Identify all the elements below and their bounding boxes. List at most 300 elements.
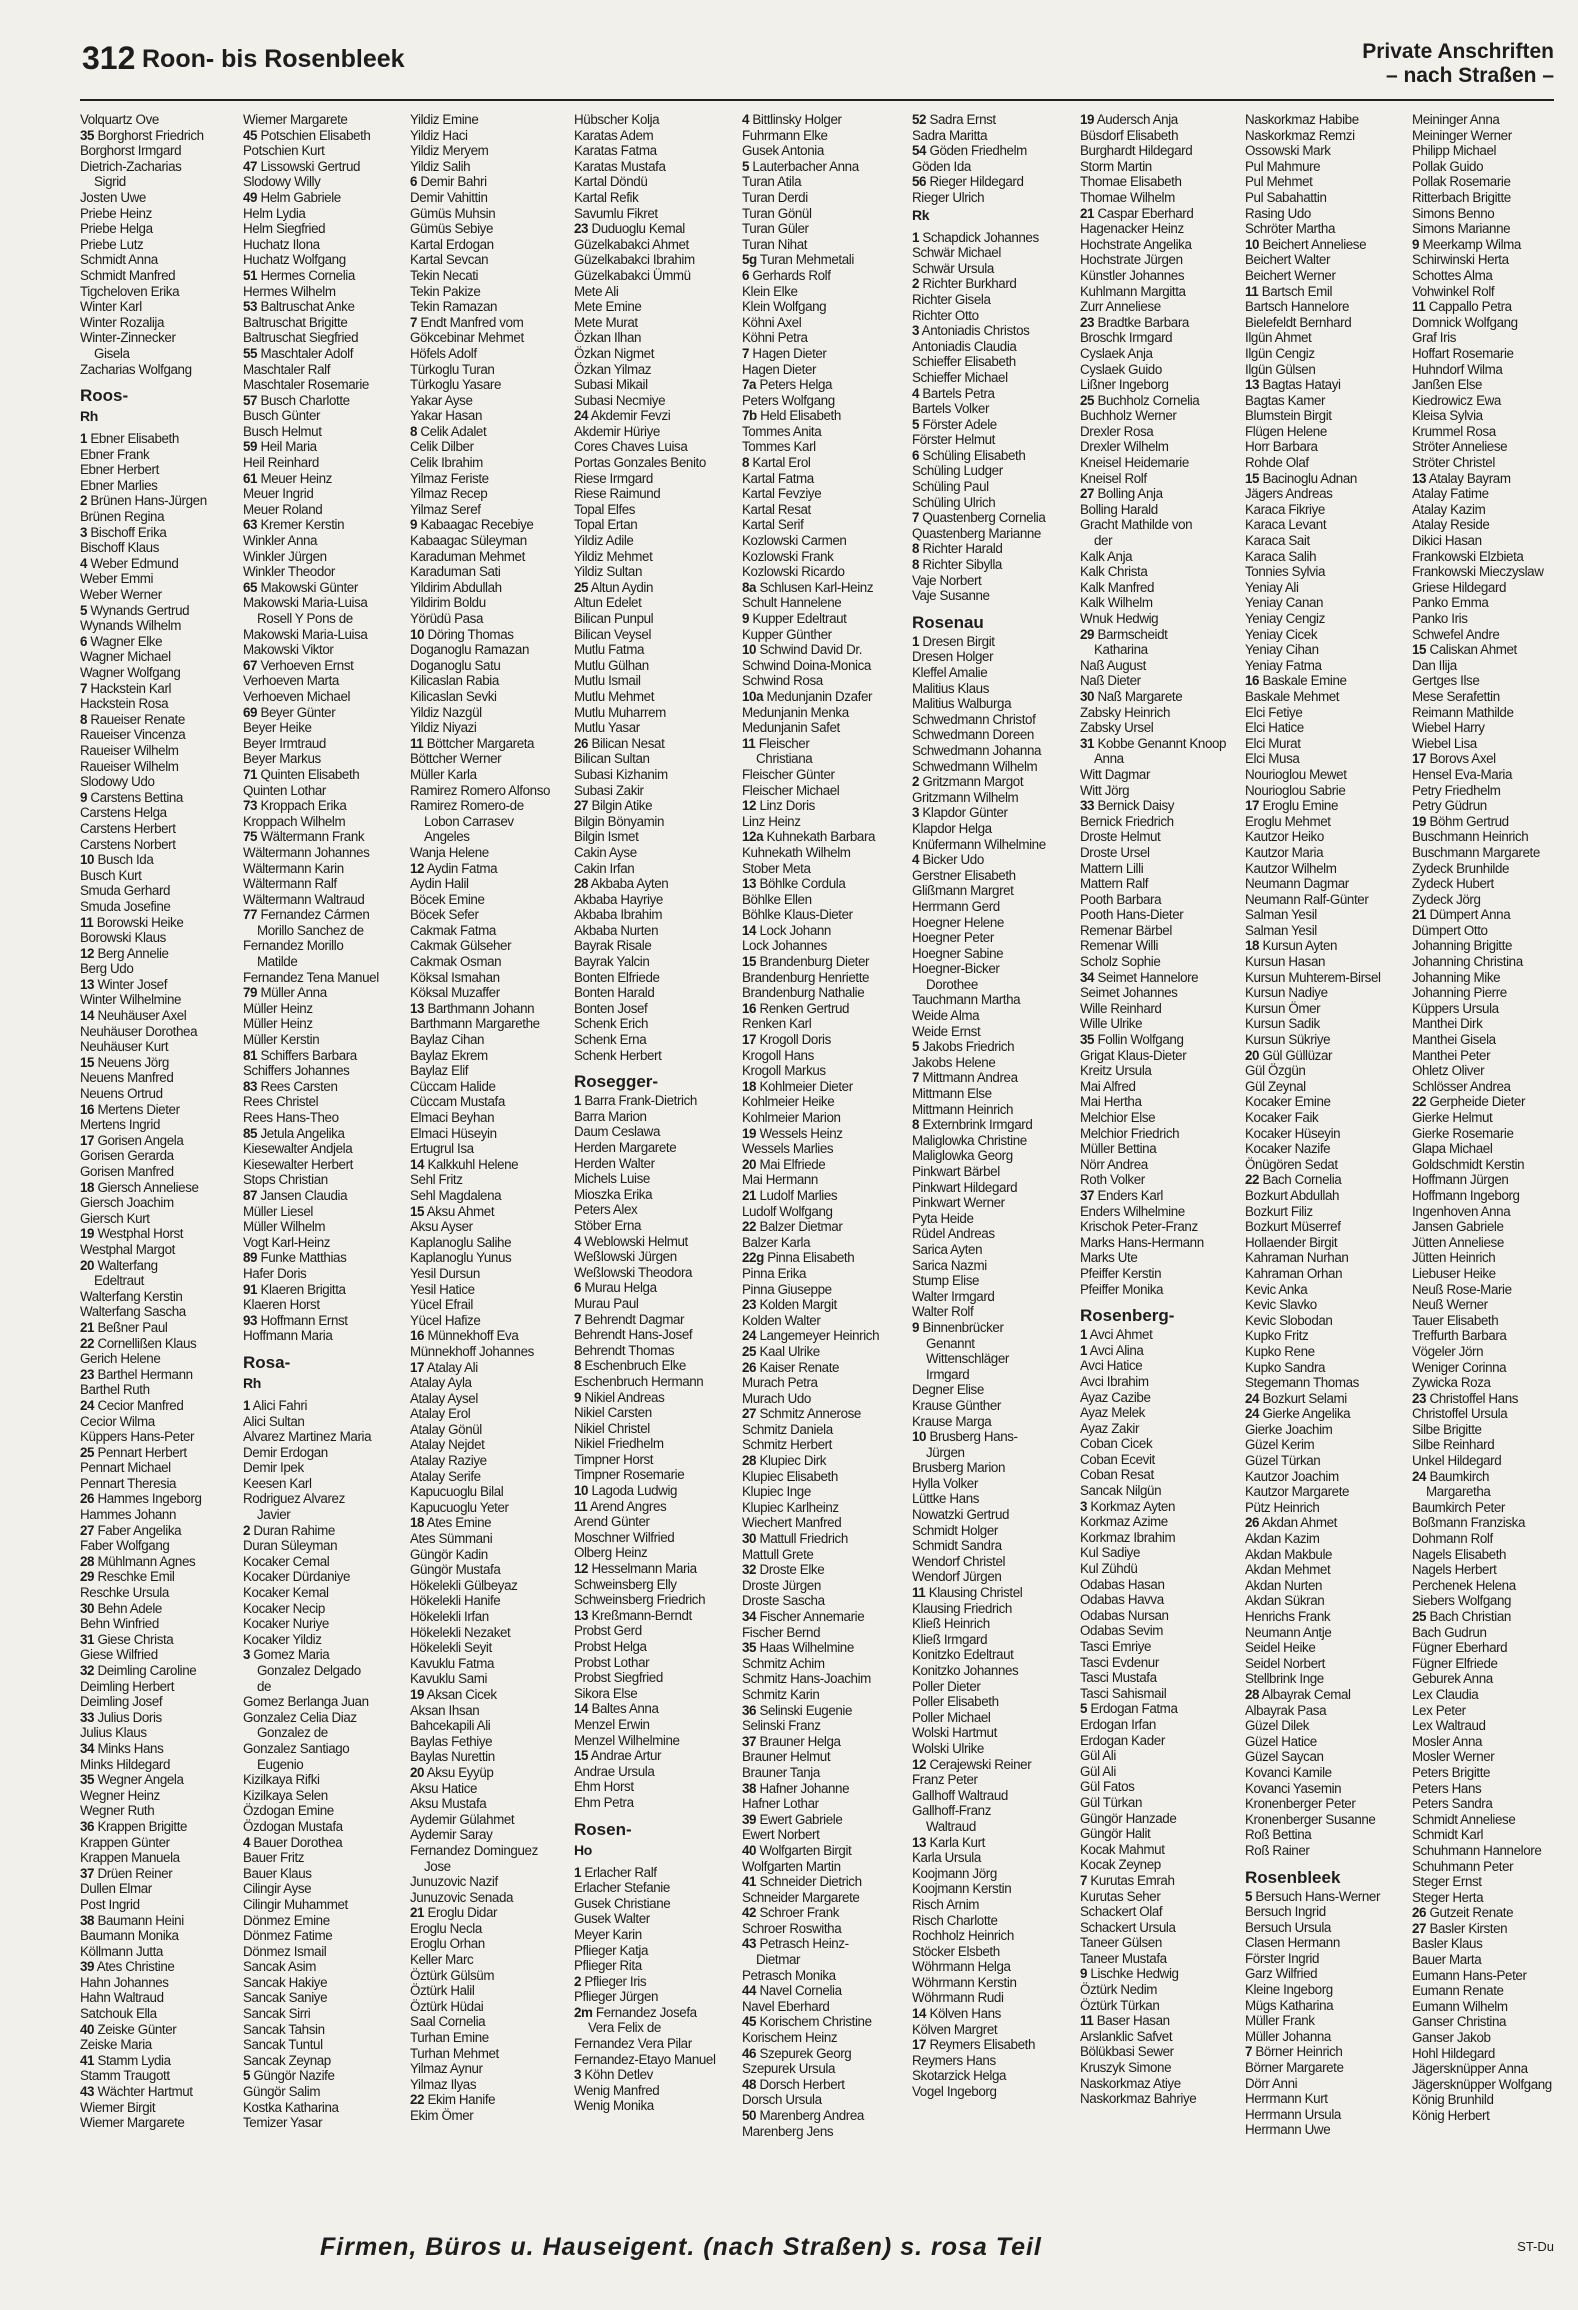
resident-name: Hübscher Kolja [574,112,660,127]
resident-name: Schüling Ulrich [912,494,996,510]
list-item [1080,1358,1256,1374]
list-item [243,736,419,752]
page-number: 312 [82,40,136,76]
list-item [80,1008,256,1024]
resident-name: Giersch Anneliese [97,1179,199,1195]
list-item [1080,1873,1256,1889]
resident-name: Schackert Olaf [1080,1904,1163,1920]
list-item [742,1079,918,1095]
resident-name: Maliglowka Christine [912,1132,1027,1148]
list-item [1245,1391,1421,1407]
list-item [410,798,589,814]
resident-name: Wiemer Margarete [80,2115,185,2131]
list-item [574,705,750,721]
list-item [912,1538,1088,1554]
resident-name: Bauer Fritz [243,1850,305,1866]
resident-name: Hochstrate Jürgen [1080,252,1183,268]
resident-name: Böttcher Werner [410,751,502,767]
resident-name: Fernandez Morillo [243,938,344,954]
resident-name: Petry Friedhelm [1412,782,1501,798]
list-item [410,1297,586,1313]
resident-name: Kozlowski Carmen [742,533,847,549]
resident-name: Wältermann Karin [243,860,344,876]
resident-name: Böhlke Ellen [742,891,812,907]
resident-name: Neuens Ortrud [80,1086,163,1102]
list-item [912,2068,1088,2084]
list-item [1080,1857,1256,1873]
list-item [1245,1718,1421,1734]
list-item [80,992,256,1008]
list-item [1245,1406,1421,1422]
list-item [1412,1469,1578,1485]
list-item [742,1375,918,1391]
list-item [80,128,256,144]
resident-name: Pooth Hans-Dieter [1080,907,1184,923]
resident-name: Kartal Serif [742,517,804,533]
list-item [912,1835,1088,1851]
resident-name: Hackstein Rosa [80,696,169,712]
list-item [1080,252,1256,268]
list-item [80,1055,256,1071]
list-item [80,1226,256,1242]
resident-name: Julius Klaus [80,1725,147,1741]
list-item [742,751,918,767]
list-item [243,393,419,409]
resident-name: Baumann Monika [80,1928,179,1944]
list-item [243,1819,419,1835]
list-item [410,377,586,393]
resident-name: Hagenacker Heinz [1080,221,1184,237]
list-item [410,1625,586,1641]
list-item [1245,1765,1421,1781]
list-item [80,977,256,993]
resident-name: Hökelekli Nezaket [410,1624,511,1640]
resident-name: Timpner Horst [574,1451,654,1467]
resident-name: Quastenberg Marianne [912,525,1041,541]
house-number: 37 [1080,1187,1095,1203]
resident-name: Pyta Heide [912,1210,974,1226]
resident-name: Naskorkmaz Atiye [1080,2075,1181,2091]
resident-name: Schwedmann Wilhelm [912,758,1038,774]
resident-name: Mete Emine [574,299,642,315]
resident-name: Tasci Sahismail [1080,1685,1167,1701]
list-item [80,174,256,190]
house-number: 2 [912,774,920,790]
resident-name: Elci Fetiye [1245,704,1303,720]
list-item [912,1585,1088,1601]
resident-name: Deimling Herbert [80,1678,175,1694]
house-number: 35 [80,127,95,143]
list-item [912,386,1088,402]
list-item [410,268,586,284]
resident-name: Atalay Kazim [1412,501,1486,517]
list-item [742,206,918,222]
list-item [1412,1079,1578,1095]
list-item [574,128,750,144]
list-item [1412,938,1578,954]
resident-name: Bonten Josef [574,1000,648,1016]
resident-name: Coban Cicek [1080,1436,1153,1452]
list-item [1080,1904,1256,1920]
list-item [243,1328,419,1344]
list-item [912,1507,1088,1523]
resident-name: Schweinsberg Friedrich [574,1592,706,1608]
list-item [574,174,750,190]
list-item [243,2084,419,2100]
list-item [1245,1640,1421,1656]
list-item [410,1843,586,1859]
house-number: 3 [574,2067,582,2083]
resident-name: Wiebel Harry [1412,720,1485,736]
resident-name: Schüling Elisabeth [922,447,1026,463]
house-number: 19 [410,1686,425,1702]
resident-name: Winter Josef [97,976,168,992]
list-item [243,206,419,222]
resident-name: Bilgin Ismet [574,829,639,845]
list-item [80,2022,256,2038]
resident-name: Atalay Serife [410,1468,481,1484]
list-item [742,252,918,268]
resident-name: Köksal Muzaffer [410,985,500,1001]
resident-name: Böttcher Margareta [426,735,535,751]
list-item [574,689,750,705]
resident-name: Wöhrmann Kerstin [912,1974,1017,1990]
list-item [80,1289,256,1305]
resident-name: Böhlke Cordula [759,876,846,892]
resident-name: Josten Uwe [80,189,146,205]
list-item [912,1866,1088,1882]
resident-name: Kupper Edeltraut [752,611,847,626]
resident-name: Thomae Wilhelm [1080,189,1175,205]
list-item [1245,954,1421,970]
resident-name: Türkoglu Turan [410,361,495,377]
resident-name: Bischoff Klaus [80,540,160,556]
resident-name: Meyer Karin [574,1926,642,1942]
resident-name: Zydeck Hubert [1412,876,1494,892]
list-item [1080,486,1256,502]
list-item [1245,1500,1421,1516]
list-item [574,221,750,237]
house-number: 8 [912,541,920,557]
resident-name: Winter Wilhelmine [80,992,182,1008]
house-number: 28 [1245,1686,1260,1702]
resident-name: Mai Hermann [742,1172,818,1188]
resident-name: Krogoll Markus [742,1063,826,1079]
resident-name: Weber Edmund [90,555,179,571]
list-item [80,1351,256,1367]
resident-name: Medunjanin Dzafer [766,688,873,704]
resident-name: Kronenberger Susanne [1245,1811,1376,1827]
house-number: 7 [1245,2044,1253,2060]
resident-name: Münnekhoff Eva [427,1328,519,1344]
list-item [1245,1469,1421,1485]
list-item [742,330,918,346]
resident-name: Murau Paul [574,1295,639,1311]
list-item [1080,1282,1256,1298]
house-number: 25 [574,579,589,595]
resident-name: Potschien Elisabeth [260,127,371,143]
resident-name: Avci Alina [1089,1342,1144,1358]
resident-name: Makowski Günter [260,579,358,595]
resident-name: Nikiel Friedhelm [574,1436,664,1452]
resident-name: Behrendt Dagmar [584,1311,685,1327]
list-item [80,2100,256,2116]
resident-name: Duran Rahime [253,1522,335,1538]
list-item [1080,268,1256,284]
resident-name: Aksu Ahmet [426,1203,495,1219]
list-item [912,992,1088,1008]
resident-name: Kovanci Kamile [1245,1764,1332,1780]
list-item [912,2084,1088,2100]
resident-name: Gomez Maria [253,1647,330,1663]
resident-name: Eumann Wilhelm [1412,1998,1508,2014]
resident-name: Arend Angres [589,1498,667,1514]
list-item [742,1765,918,1781]
list-item [1412,439,1578,455]
list-item [742,1313,918,1329]
list-item [243,892,419,908]
resident-name: Neuhäuser Kurt [80,1039,169,1055]
resident-name: Barmscheidt [1097,626,1168,642]
resident-name: Marks Hans-Hermann [1080,1234,1204,1250]
list-item [1245,1781,1421,1797]
list-item [912,1663,1088,1679]
resident-name: Atalay Reside [1412,517,1490,533]
resident-name: Johanning Christina [1412,954,1523,970]
resident-name: Brandenburg Nathalie [742,985,865,1001]
resident-name: Schwedmann Doreen [912,727,1034,743]
list-item [1412,1734,1578,1750]
resident-name: Neuhäuser Dorothea [80,1023,198,1039]
resident-name: Elci Hatice [1245,720,1304,736]
list-item [742,1437,918,1453]
resident-name: Temizer Yasar [243,2115,323,2131]
resident-name: Atalay Nejdet [410,1437,485,1453]
resident-name: Probst Gerd [574,1623,642,1639]
resident-name: Lagoda Ludwig [591,1483,678,1499]
list-item [80,540,256,556]
list-item [574,1764,750,1780]
resident-name: Aksu Eyyüp [426,1764,494,1780]
resident-name: Berg Annelie [97,945,169,961]
list-item [80,556,256,572]
resident-name: Deimling Josef [80,1694,163,1710]
list-item [243,611,419,627]
resident-name: Herrmann Gerd [912,898,1000,914]
list-item [574,1218,750,1234]
resident-name: Wille Reinhard [1080,1000,1162,1016]
resident-name: Yeniay Ali [1245,579,1299,595]
list-item [742,861,918,877]
resident-name: Blumstein Birgit [1245,408,1332,424]
house-number: 54 [912,143,927,159]
house-number: 49 [243,189,258,205]
list-item [742,611,918,627]
house-number: 21 [1412,907,1427,923]
list-item [742,1110,918,1126]
list-item [80,961,256,977]
resident-name: Genannt [926,1335,975,1351]
directory-column [410,112,589,2202]
list-item [574,439,750,455]
resident-name: Peters Alex [574,1202,638,1218]
list-item [574,1358,750,1374]
resident-name: Odabas Havva [1080,1592,1164,1608]
list-item [574,517,750,533]
resident-name: Ramirez Romero Alfonso [410,782,551,798]
house-number: 6 [410,174,418,190]
resident-name: Avci Ibrahim [1080,1373,1149,1389]
list-item [80,2115,256,2131]
resident-name: Güzel Dilek [1245,1718,1310,1734]
resident-name: Eroglu Mehmet [1245,813,1331,829]
resident-name: Kolden Margit [759,1297,837,1313]
list-item [1245,1016,1421,1032]
resident-name: Yücel Hafize [410,1312,481,1328]
house-number: 56 [912,174,927,190]
list-item [1245,611,1421,627]
resident-name: Weber Emmi [80,571,154,587]
house-number: 28 [80,1553,95,1569]
resident-name: Katharina [1094,642,1148,658]
resident-name: Müller Liesel [243,1203,313,1219]
list-item [80,1959,256,1975]
house-number: 81 [243,1047,258,1063]
list-item [1080,1826,1256,1842]
list-item [1080,1343,1256,1359]
resident-name: Rees Carsten [260,1078,338,1094]
list-item [1412,2030,1578,2046]
list-item [574,1405,750,1421]
resident-name: Nagels Herbert [1412,1562,1497,1578]
list-item [243,2068,419,2084]
list-item [80,1835,256,1851]
resident-name: Tekin Pakize [410,283,481,299]
list-item [1080,1670,1256,1686]
list-item [1245,128,1421,144]
resident-name: Schlusen Karl-Heinz [759,579,874,595]
resident-name: Turhan Emine [410,2030,489,2046]
list-item [574,1467,750,1483]
list-item [1245,159,1421,175]
resident-name: Mattull Grete [742,1546,814,1562]
resident-name: Wältermann Waltraud [243,891,365,907]
list-item [742,377,918,393]
list-item [1412,1749,1578,1765]
resident-name: Hoffart Rosemarie [1412,345,1514,361]
house-number: 39 [80,1959,95,1975]
resident-name: Yücel Efrail [410,1297,473,1313]
list-item [742,2124,918,2140]
list-item [912,245,1088,261]
resident-name: Bauer Marta [1412,1952,1482,1968]
resident-name: Kahraman Orhan [1245,1265,1343,1281]
list-item [1080,658,1256,674]
resident-name: Turan Mehmetali [759,252,854,268]
resident-name: Taneer Gülsen [1080,1935,1162,1951]
list-item [574,1530,750,1546]
list-item [742,159,918,175]
list-item [1412,1843,1578,1859]
list-item [243,1172,419,1188]
list-item [1412,2046,1578,2062]
house-number: 29 [1080,626,1095,642]
list-item [574,1421,750,1437]
resident-name: Jägersknüpper Anna [1412,2061,1528,2077]
resident-name: Probst Helga [574,1639,647,1654]
list-item [1080,2060,1256,2076]
resident-name: Bersuch Ingrid [1245,1904,1326,1920]
list-item [574,143,750,159]
list-item [912,790,1088,806]
list-item [410,143,586,159]
house-number: 1 [912,229,920,245]
list-item [574,783,750,799]
list-item [1412,1250,1578,1266]
resident-name: Nowatzki Gertrud [912,1507,1010,1523]
resident-name: Beichert Walter [1245,252,1331,268]
resident-name: Kursun Nadiye [1245,985,1328,1001]
house-number: 46 [742,2045,757,2061]
list-item [243,1398,419,1414]
resident-name: Bilgin Bönyamin [574,813,665,829]
house-number: 17 [1245,798,1260,814]
list-item [1080,829,1256,845]
list-item [243,2100,419,2116]
resident-name: Meuer Heinz [260,470,332,486]
list-item [1412,221,1578,237]
list-item [243,720,419,736]
resident-name: Kleffel Amalie [912,665,988,680]
resident-name: Kupko Sandra [1245,1359,1326,1375]
list-item [80,1507,256,1523]
list-item [243,1032,419,1048]
resident-name: Perchenek Helena [1412,1577,1516,1593]
list-item [1245,1703,1421,1719]
house-number: 26 [742,1359,757,1375]
resident-name: Hylla Volker [912,1475,978,1491]
resident-name: Alici Sultan [243,1413,305,1429]
resident-name: Verhoeven Marta [243,673,339,689]
resident-name: Wendorf Jürgen [912,1569,1002,1585]
list-item [80,1772,256,1788]
resident-name: Küppers Ursula [1412,1000,1499,1016]
list-item [742,798,918,814]
list-item [574,1032,750,1048]
list-item [574,284,750,300]
directory-column [1245,112,1421,2202]
resident-name: Wegner Heinz [80,1787,160,1803]
list-item [1412,1999,1578,2015]
resident-name: Korischem Christine [759,2014,872,2030]
resident-name: Naskorkmaz Bahriye [1080,2091,1197,2107]
list-item [574,1880,750,1896]
list-item [1245,502,1421,518]
list-item [410,595,586,611]
resident-name: Hammes Ingeborg [97,1491,202,1507]
list-item [1245,938,1421,954]
list-item [410,1952,586,1968]
section-heading [1362,40,1554,88]
list-item [1080,1842,1256,1858]
list-item [80,1569,256,1585]
list-item [243,2022,419,2038]
list-item [243,642,419,658]
resident-name: Kartal Refik [574,189,639,205]
list-item [1245,783,1421,799]
list-item [1080,1655,1256,1671]
house-number: 4 [243,1834,251,1850]
